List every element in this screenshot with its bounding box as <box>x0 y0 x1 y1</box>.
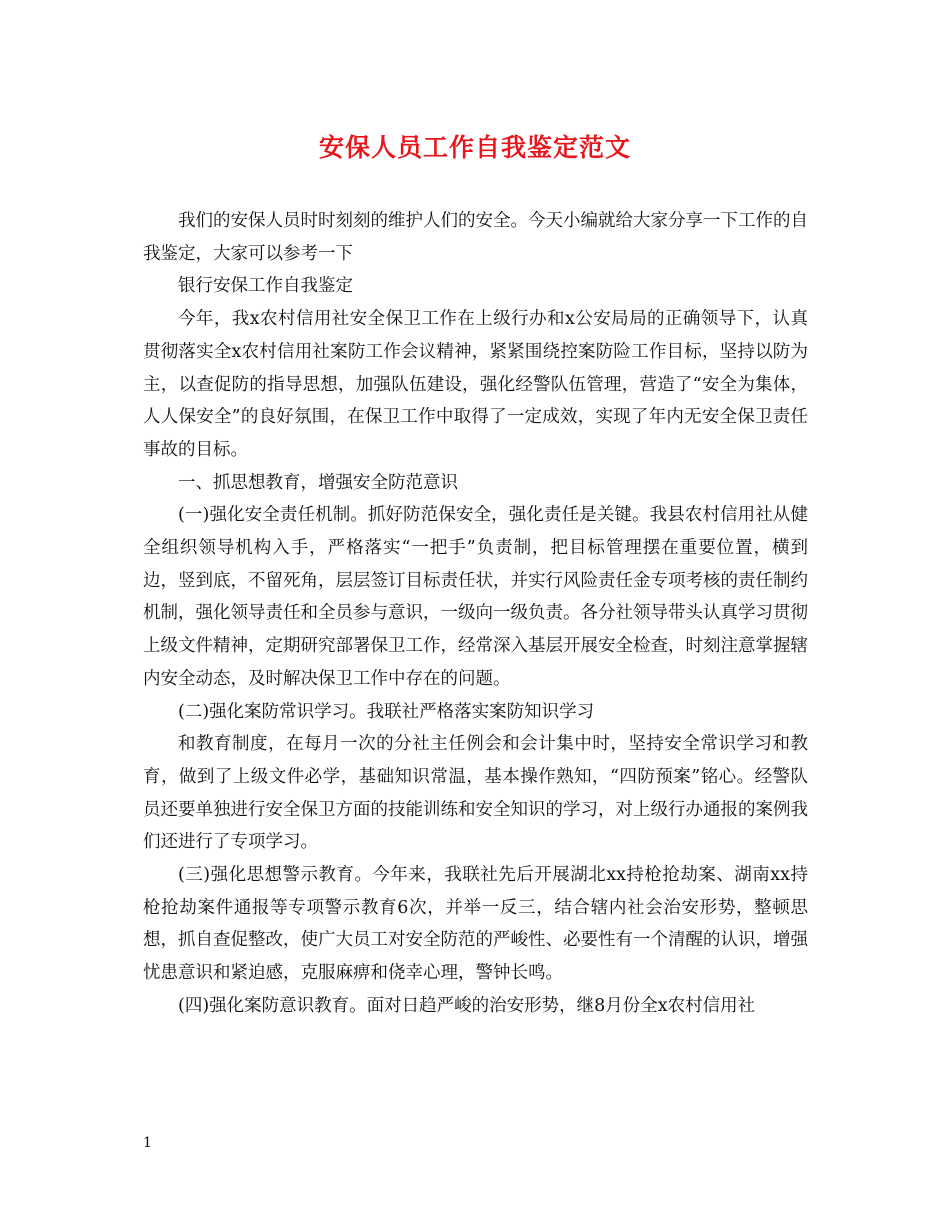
paragraph-item-1: (一)强化安全责任机制。抓好防范保安全，强化责任是关键。我县农村信用社从健全组织领导机构入手，严格落实“一把手”负责制，把目标管理摆在重要位置，横到边，竖到底，不留死角，层层签订目标责任状，并实行风险责任金专项考核的责任制约机制，强化领导责任和全员参与意识，一级向一级负责。各分社领导带头认真学习贯彻上级文件精神，定期研究部署保卫工作，经常深入基层开展安全检查，时刻注意掌握辖内安全动态，及时解决保卫工作中存在的问题。 <box>143 505 808 689</box>
paragraph-item-2: (二)强化案防常识学习。我联社严格落实案防知识学习 <box>178 701 595 722</box>
paragraph-subtitle: 银行安保工作自我鉴定 <box>178 276 353 297</box>
paragraph-intro: 我们的安保人员时时刻刻的维护人们的安全。今天小编就给大家分享一下工作的自我鉴定，大家可以参考一下 <box>143 211 808 264</box>
section-heading-1: 一、抓思想教育，增强安全防范意识 <box>178 472 458 493</box>
paragraph-overview: 今年，我x农村信用社安全保卫工作在上级行办和x公安局局的正确领导下，认真贯彻落实全x农村信用社案防工作会议精神，紧紧围绕控案防险工作目标，坚持以防为主，以查促防的指导思想，加强队伍建设，强化经警队伍管理，营造了“安全为集体，人人保安全”的良好氛围，在保卫工作中取得了一定成效，实现了年内无安全保卫责任事故的目标。 <box>143 309 808 460</box>
paragraph-item-4: (四)强化案防意识教育。面对日趋严峻的治安形势，继8月份全x农村信用社 <box>178 995 756 1016</box>
paragraph-item-3: (三)强化思想警示教育。今年来，我联社先后开展湖北xx持枪抢劫案、湖南xx持枪抢劫案件通报等专项警示教育6次，并举一反三，结合辖内社会治安形势，整顿思想，抓自查促整改，使广大员工对安全防范的严峻性、必要性有一个清醒的认识，增强忧患意识和紧迫感，克服麻痹和侥幸心理，警钟长鸣。 <box>143 865 808 984</box>
document-title: 安保人员工作自我鉴定范文 <box>318 133 631 162</box>
page-number: 1 <box>143 1135 152 1151</box>
document-body <box>143 205 808 1023</box>
paragraph-item-2-continued: 和教育制度，在每月一次的分社主任例会和会计集中时，坚持安全常识学习和教育，做到了上级文件必学，基础知识常温，基本操作熟知，“四防预案”铭心。经警队员还要单独进行安全保卫方面的技能训练和安全知识的学习，对上级行办通报的案例我们还进行了专项学习。 <box>143 734 808 853</box>
